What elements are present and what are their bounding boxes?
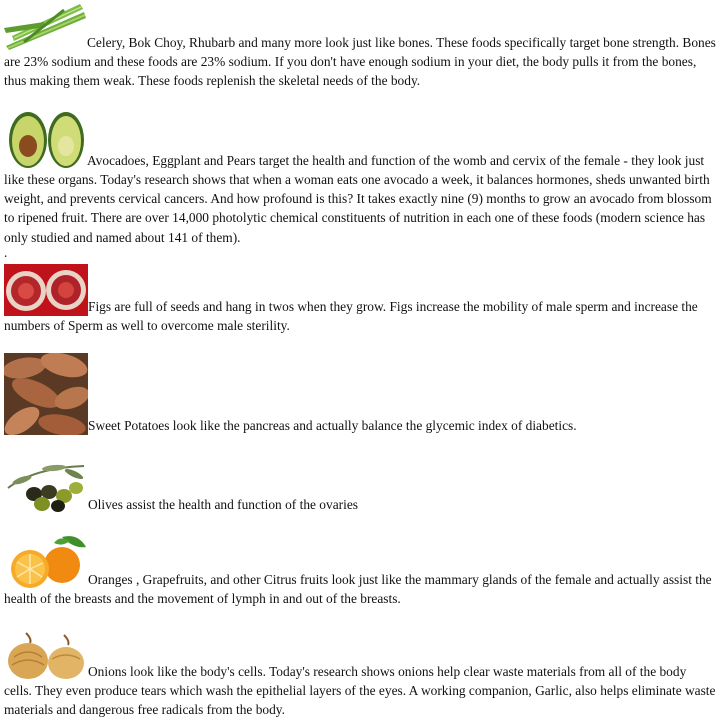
sweet-potatoes-text: Sweet Potatoes look like the pancreas and actually balance the glycemic index of diabetics. — [88, 417, 577, 433]
onions-text: Onions look like the body's cells. Today's research shows onions help clear waste materials from all of the body cells. They even produce tears which wash the epithelial layers of the eyes. A working companion, Garlic, also helps eliminate waste materials and dangerous free radicals from the body. — [4, 663, 716, 718]
oranges-text: Oranges , Grapefruits, and other Citrus fruits look just like the mammary glands of the female and actually assist the health of the breasts and the movement of lymph in and out of the breasts. — [4, 571, 712, 606]
olives-image — [4, 458, 88, 514]
list-item-onions — [4, 629, 716, 719]
celery-image — [4, 2, 87, 52]
figs-text: Figs are full of seeds and hang in twos when they grow. Figs increase the mobility of male sperm and increase the numbers of Sperm as well to overcome male sterility. — [4, 298, 698, 333]
olives-text: Olives assist the health and function of the ovaries — [88, 496, 358, 512]
list-item-olives — [4, 458, 716, 514]
list-item-sweet-potatoes — [4, 353, 716, 435]
list-item-figs — [4, 264, 716, 335]
list-item-oranges — [4, 533, 716, 608]
sweet-potato-image — [4, 353, 88, 435]
avocado-text: Avocadoes, Eggplant and Pears target the health and function of the womb and cervix of the female - they look just like these organs. Today's research shows that when a woman eats one avocado a week, it balances hormones, sheds unwanted birth weight, and prevents cervical cancers. And how profound is this? It takes exactly nine (9) months to grow an avocado from blossom to ripened fruit. There are over 14,000 photolytic chemical constituents of nutrition in each one of these foods (modern science has only studied and named about 141 of them). — [4, 152, 712, 245]
oranges-image — [4, 533, 88, 589]
celery-text: Celery, Bok Choy, Rhubarb and many more look just like bones. These foods specifically target bone strength. Bones are 23% sodium and these foods are 23% sodium. If you don't have enough sodium in your diet, the body pulls it from the bones, thus making them weak. These foods replenish the skeletal needs of the body. — [4, 34, 716, 89]
list-item-celery — [4, 2, 716, 90]
avocado-image — [4, 108, 87, 170]
onions-image — [4, 629, 88, 681]
fig-image — [4, 264, 88, 316]
avocado-trailing-text: . — [4, 244, 8, 260]
list-item-avocado — [4, 108, 716, 259]
